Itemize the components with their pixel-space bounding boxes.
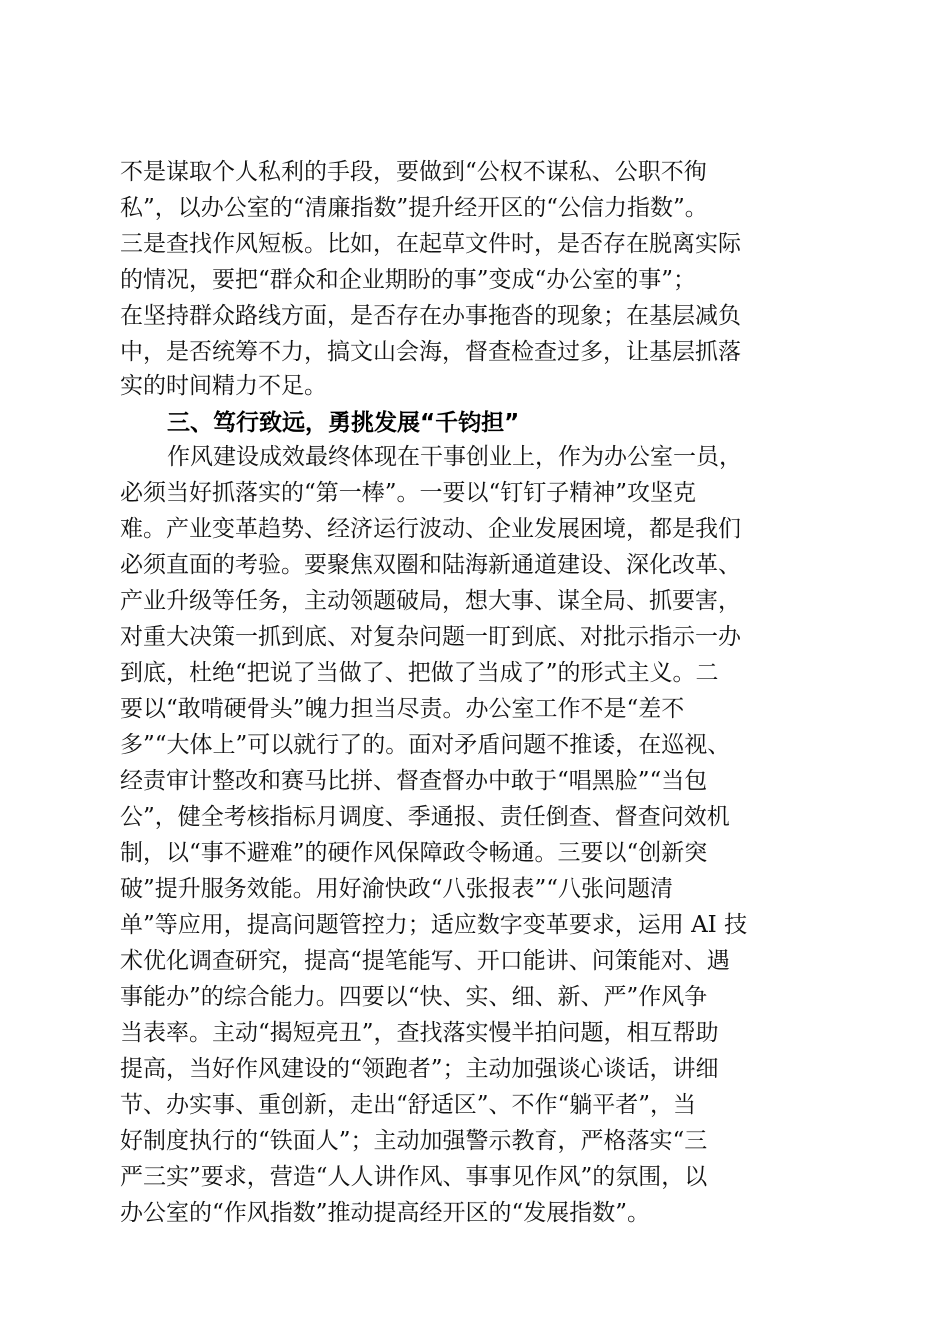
text-line: 要以“敢啃硬骨头”魄力担当尽责。办公室工作不是“差不 xyxy=(120,696,685,722)
text-line: 制，以“事不避难”的硬作风保障政令畅通。三要以“创新突 xyxy=(120,840,708,866)
text-line: 公”，健全考核指标月调度、季通报、责任倒查、督查问效机 xyxy=(120,804,730,830)
text-line: 术优化调查研究，提高“提笔能写、开口能讲、问策能对、遇 xyxy=(120,948,730,974)
text-line: 的情况，要把“群众和企业期盼的事”变成“办公室的事”； xyxy=(120,267,697,293)
text-line: 单”等应用，提高问题管控力；适应数字变革要求，运用 AI 技 xyxy=(120,912,748,938)
section-heading: 三、笃行致远，勇挑发展“千钧担” xyxy=(167,410,520,436)
text-line: 到底，杜绝“把说了当做了、把做了当成了”的形式主义。二 xyxy=(120,660,719,686)
text-line: 好制度执行的“铁面人”；主动加强警示教育，严格落实“三 xyxy=(120,1128,708,1154)
text-line: 实的时间精力不足。 xyxy=(120,373,327,399)
text-line: 当表率。主动“揭短亮丑”，查找落实慢半拍问题，相互帮助 xyxy=(120,1020,719,1046)
text-line: 中，是否统筹不力，搞文山会海，督查检查过多，让基层抓落 xyxy=(120,339,741,365)
text-line: 三是查找作风短板。比如，在起草文件时，是否存在脱离实际 xyxy=(120,231,741,257)
text-line: 破”提升服务效能。用好渝快政“八张报表”“八张问题清 xyxy=(120,876,674,902)
text-line: 不是谋取个人私利的手段，要做到“公权不谋私、公职不徇 xyxy=(120,159,707,185)
text-line: 严三实”要求，营造“人人讲作风、事事见作风”的氛围，以 xyxy=(120,1164,708,1190)
text-line: 必须当好抓落实的“第一棒”。一要以“钉钉子精神”攻坚克 xyxy=(120,480,697,506)
text-line: 私”，以办公室的“清廉指数”提升经开区的“公信力指数”。 xyxy=(120,195,708,221)
text-line: 难。产业变革趋势、经济运行波动、企业发展困境，都是我们 xyxy=(120,516,741,542)
text-line: 对重大决策一抓到底、对复杂问题一盯到底、对批示指示一办 xyxy=(120,624,741,650)
text-line: 在坚持群众路线方面，是否存在办事拖沓的现象；在基层减负 xyxy=(120,303,741,329)
text-line: 产业升级等任务，主动领题破局，想大事、谋全局、抓要害， xyxy=(120,588,741,614)
text-line: 提高，当好作风建设的“领跑者”；主动加强谈心谈话，讲细 xyxy=(120,1056,719,1082)
text-line: 经责审计整改和赛马比拼、督查督办中敢于“唱黑脸”“当包 xyxy=(120,768,708,794)
text-line: 多”“大体上”可以就行了的。面对矛盾问题不推诿，在巡视、 xyxy=(120,732,731,758)
text-line: 必须直面的考验。要聚焦双圈和陆海新通道建设、深化改革、 xyxy=(120,552,741,578)
text-line: 作风建设成效最终体现在干事创业上，作为办公室一员， xyxy=(167,444,742,470)
text-line: 节、办实事、重创新，走出“舒适区”、不作“躺平者”，当 xyxy=(120,1092,697,1118)
text-line: 事能办”的综合能力。四要以“快、实、细、新、严”作风争 xyxy=(120,984,708,1010)
text-line: 办公室的“作风指数”推动提高经开区的“发展指数”。 xyxy=(120,1200,651,1226)
